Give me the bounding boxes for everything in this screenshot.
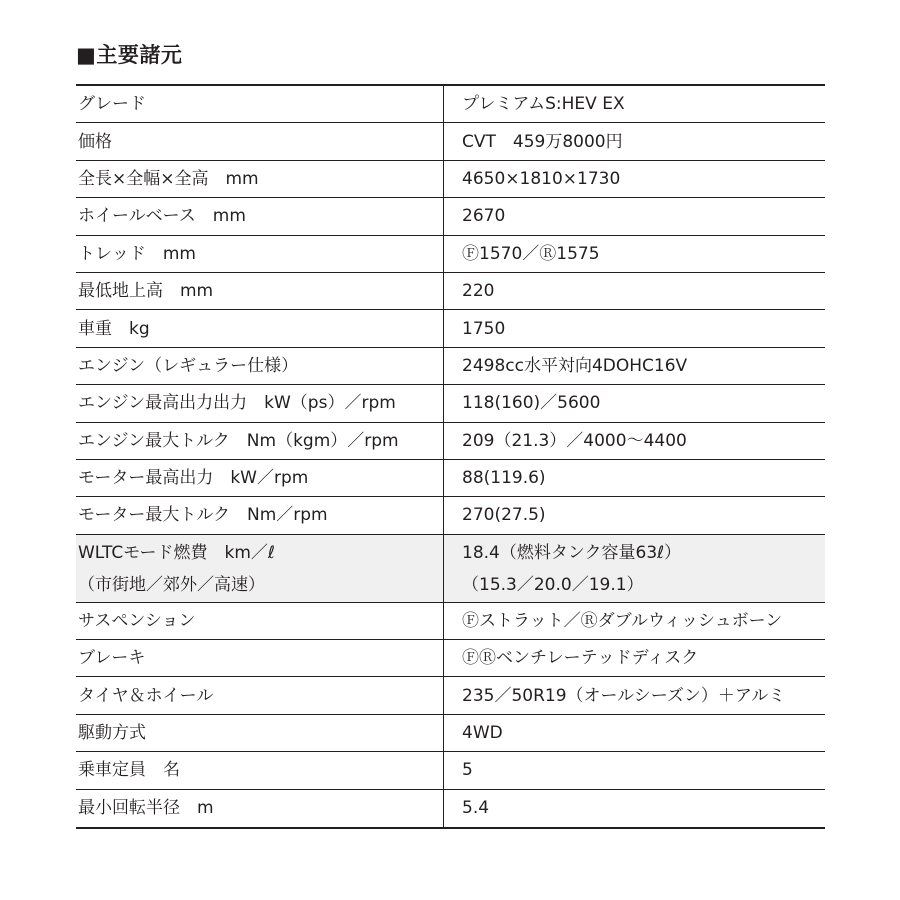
table-row <box>76 460 825 497</box>
table-row <box>76 310 825 347</box>
table-row <box>76 385 825 422</box>
table-row <box>76 198 825 235</box>
row-value: プレミアムS:HEV EX <box>462 94 625 115</box>
row-label: サスペンション <box>76 603 444 639</box>
row-label: エンジン最高出力出力 kW（ps）／rpm <box>76 385 444 421</box>
table-row-highlighted <box>76 535 825 603</box>
row-value <box>444 535 825 602</box>
row-value: Ⓕストラット／Ⓡダブルウィッシュボーン <box>462 610 783 631</box>
row-label: エンジン（レギュラー仕様） <box>76 348 444 384</box>
row-value: 88(119.6) <box>462 468 546 489</box>
row-label: 最低地上高 mm <box>76 273 444 309</box>
row-value: CVT 459万8000円 <box>462 131 623 152</box>
row-label: 価格 <box>76 123 444 159</box>
table-row <box>76 603 825 640</box>
table-row <box>76 497 825 534</box>
row-label: 乗車定員 名 <box>76 752 444 788</box>
spec-table <box>76 84 825 829</box>
table-row <box>76 161 825 198</box>
table-row <box>76 273 825 310</box>
row-value-line-1: 18.4（燃料タンク容量63ℓ） <box>462 542 682 563</box>
row-label: 車重 kg <box>76 310 444 346</box>
row-label-line-2: （市街地／郊外／高速） <box>78 574 265 595</box>
table-row <box>76 715 825 752</box>
table-row <box>76 348 825 385</box>
row-value: 5.4 <box>462 798 490 819</box>
row-label: エンジン最大トルク Nm（kgm）／rpm <box>76 423 444 459</box>
row-label: モーター最大トルク Nm／rpm <box>76 497 444 533</box>
row-label: トレッド mm <box>76 236 444 272</box>
row-value: 4WD <box>462 723 503 744</box>
row-value: 118(160)／5600 <box>462 393 601 414</box>
row-label <box>76 535 444 602</box>
row-value-line-2: （15.3／20.0／19.1） <box>462 574 644 595</box>
table-row <box>76 752 825 789</box>
row-value: 5 <box>462 760 473 781</box>
row-label: ブレーキ <box>76 640 444 676</box>
row-value: 209（21.3）／4000〜4400 <box>462 430 687 451</box>
row-label: 全長×全幅×全高 mm <box>76 161 444 197</box>
table-row <box>76 423 825 460</box>
table-row <box>76 640 825 677</box>
row-value: 220 <box>462 281 495 302</box>
table-row <box>76 790 825 827</box>
row-label-line-1: WLTCモード燃費 km／ℓ <box>78 542 275 563</box>
table-row <box>76 677 825 714</box>
table-row <box>76 86 825 123</box>
row-value: 2670 <box>462 206 506 227</box>
table-row <box>76 123 825 160</box>
row-value: ⒻⓇベンチレーテッドディスク <box>462 648 699 669</box>
row-value: 4650×1810×1730 <box>462 168 621 189</box>
row-label: タイヤ＆ホイール <box>76 677 444 713</box>
row-value: Ⓕ1570／Ⓡ1575 <box>462 243 600 264</box>
row-label: グレード <box>76 86 444 122</box>
row-value: 235／50R19（オールシーズン）＋アルミ <box>462 685 786 706</box>
row-value: 2498cc水平対向4DOHC16V <box>462 355 688 376</box>
row-label: モーター最高出力 kW／rpm <box>76 460 444 496</box>
row-label: 最小回転半径 m <box>76 790 444 827</box>
table-row <box>76 236 825 273</box>
row-value: 1750 <box>462 318 506 339</box>
page-title: ■主要諸元 <box>76 43 183 67</box>
row-value: 270(27.5) <box>462 505 546 526</box>
row-label: 駆動方式 <box>76 715 444 751</box>
row-label: ホイールベース mm <box>76 198 444 234</box>
